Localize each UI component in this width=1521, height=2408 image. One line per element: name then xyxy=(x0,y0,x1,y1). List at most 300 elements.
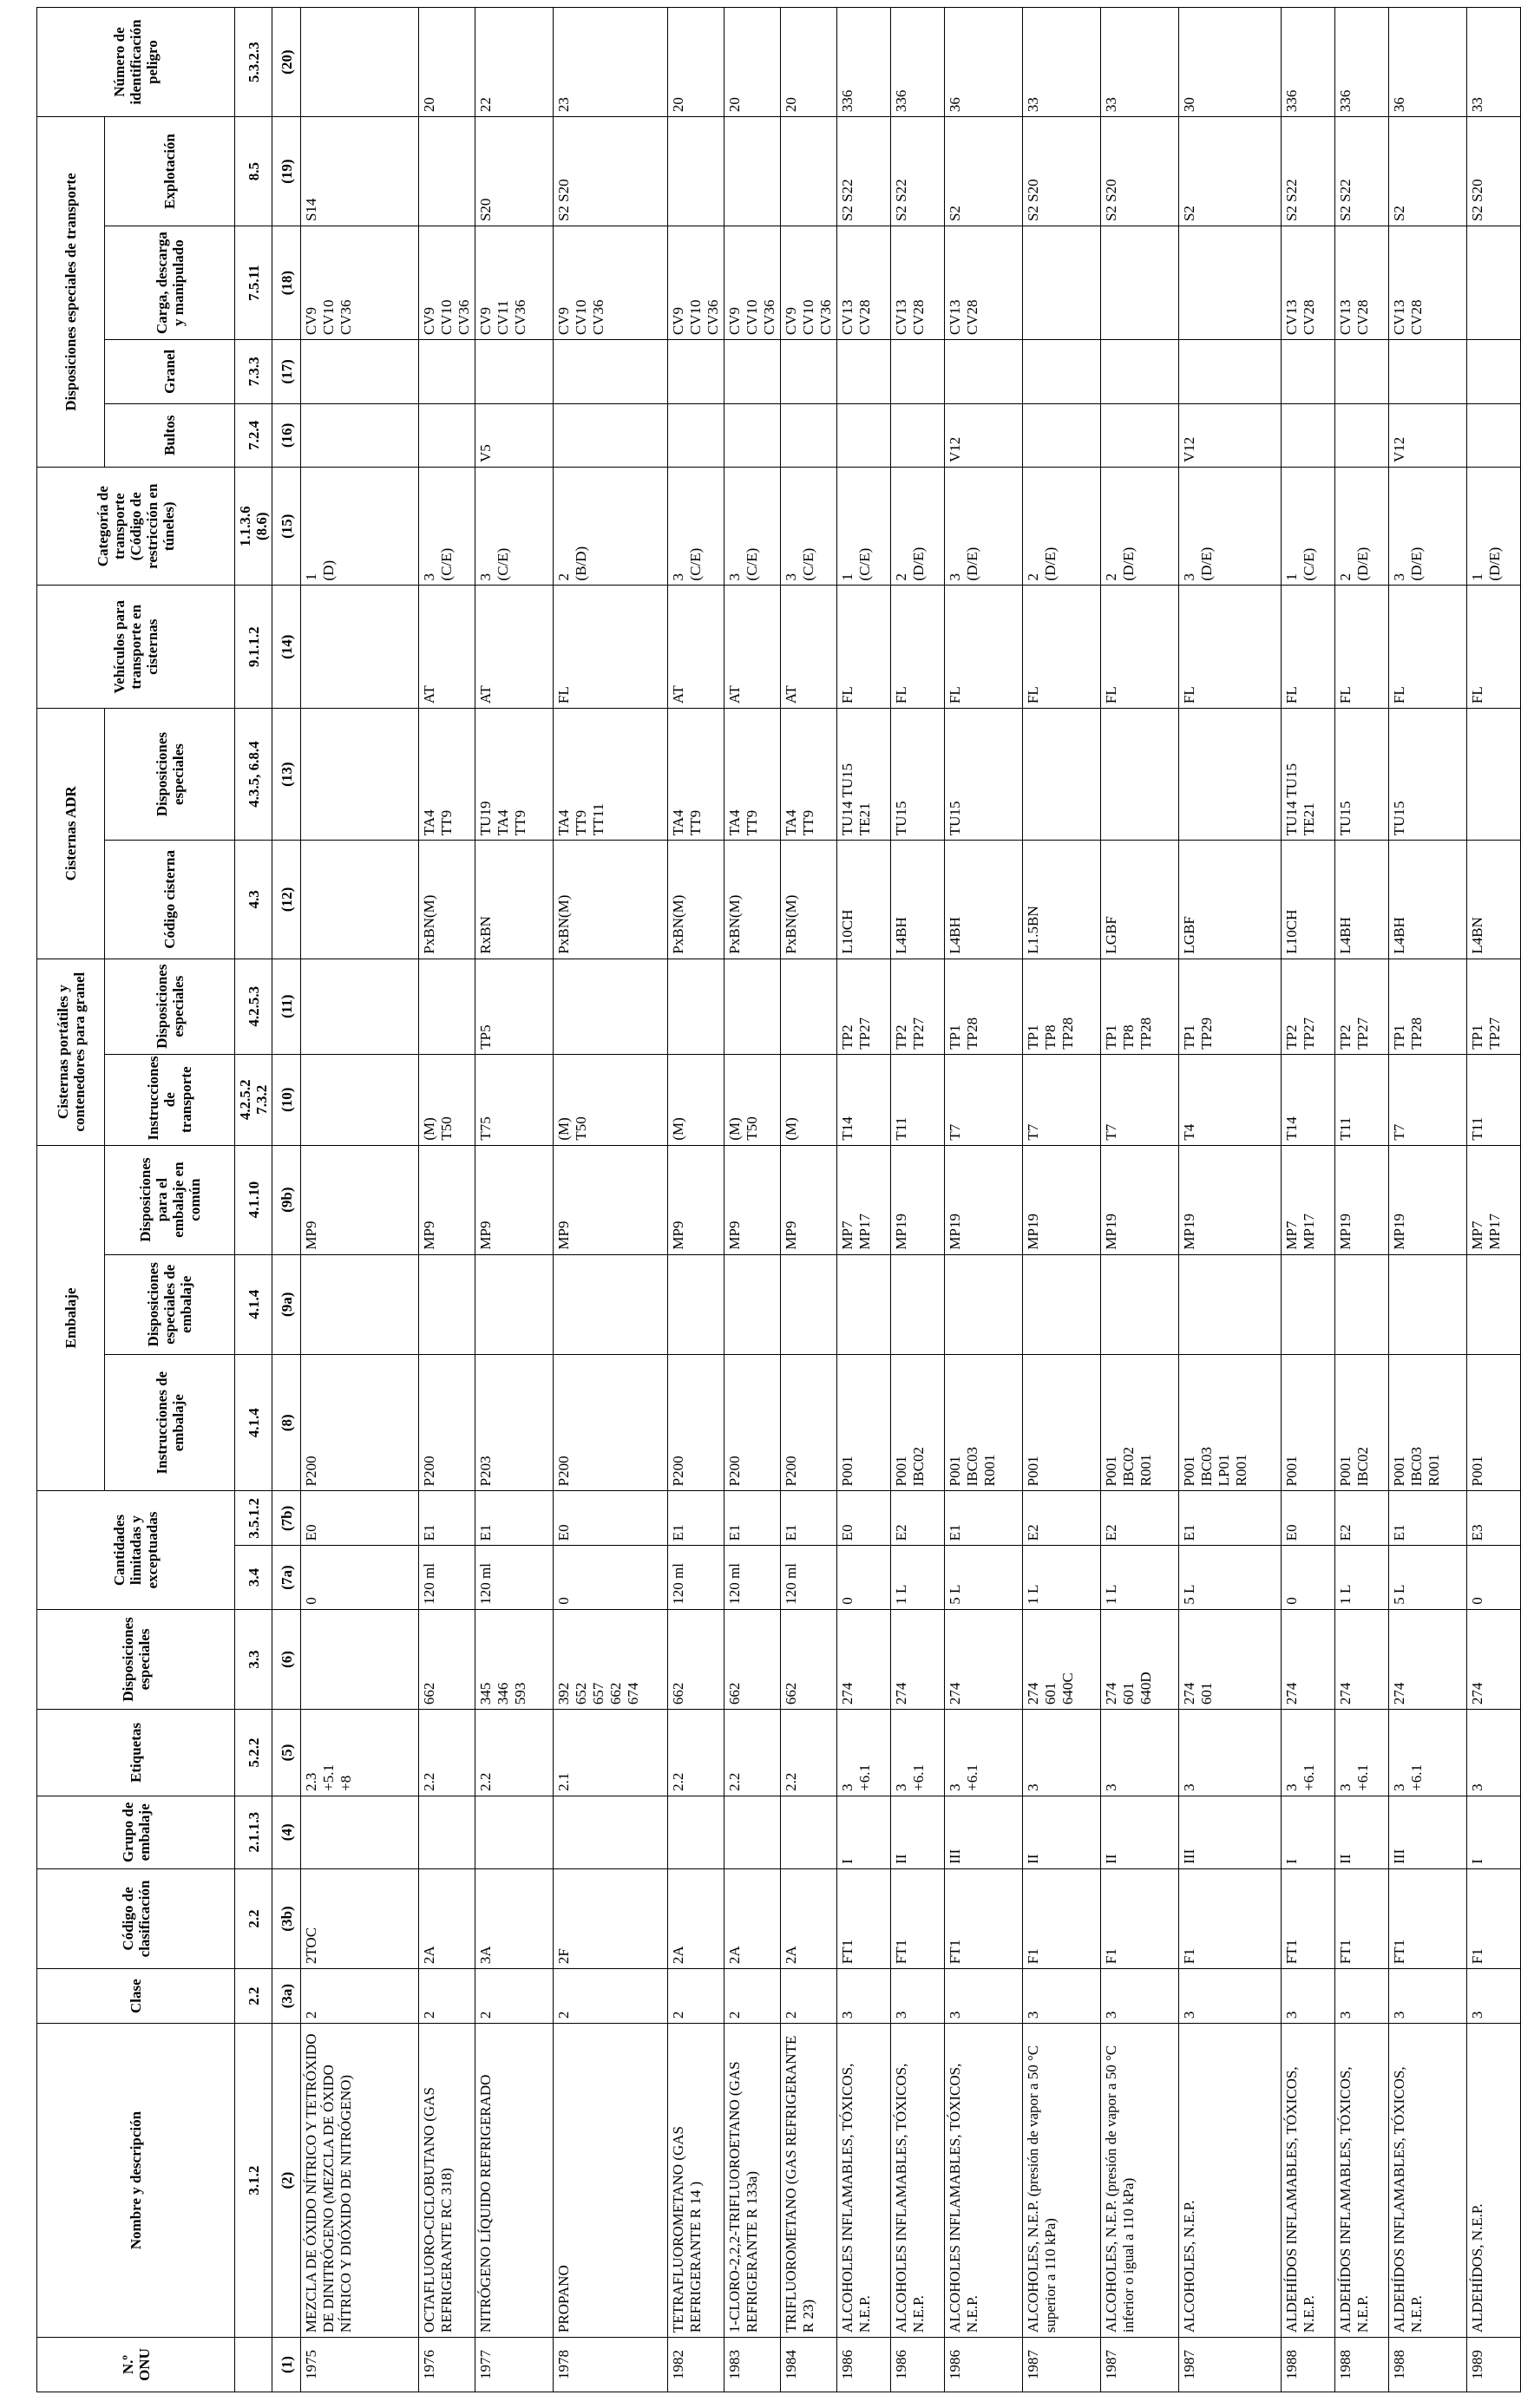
table-cell: TU15 xyxy=(1335,709,1389,841)
table-cell: TP1 TP28 xyxy=(945,959,1023,1054)
table-cell: TP1 TP27 xyxy=(1467,959,1521,1054)
ref-cell: 2.1.1.3 xyxy=(235,1796,272,1868)
table-cell: P001 xyxy=(837,1355,891,1491)
table-cell: FL xyxy=(837,586,891,709)
substance-name-cell: ALDEHÍDOS INFLAMABLES, TÓXICOS, N.E.P. xyxy=(1282,2024,1335,2338)
rotated-table-wrapper xyxy=(36,7,1503,2392)
table-cell xyxy=(475,340,554,403)
ref-cell: 3.5.1.2 xyxy=(235,1491,272,1546)
table-cell xyxy=(301,8,419,117)
table-cell xyxy=(301,1054,419,1145)
table-cell: FT1 xyxy=(945,1868,1023,1968)
table-cell: 2F xyxy=(554,1868,668,1968)
table-row xyxy=(1467,8,1521,2392)
column-number: (15) xyxy=(272,468,301,586)
table-cell: 33 xyxy=(1023,8,1101,117)
substance-name-cell: MEZCLA DE ÓXIDO NÍTRICO Y TETRÓXIDO DE DINITRÓGENO (MEZCLA DE ÓXIDO NÍTRICO Y DIÓXIDO DE NITRÓGENO) xyxy=(301,2024,419,2338)
table-cell xyxy=(1179,709,1282,841)
table-cell: 3 (D/E) xyxy=(1179,468,1282,586)
table-cell: TP2 TP27 xyxy=(837,959,891,1054)
table-cell: T7 xyxy=(1023,1054,1101,1145)
header-etiquetas: Etiquetas xyxy=(37,1710,235,1796)
un-number-cell: 1982 xyxy=(668,2338,724,2392)
table-cell xyxy=(1335,403,1389,467)
table-cell: PxBN(M) xyxy=(781,841,837,959)
table-cell: 36 xyxy=(1389,8,1467,117)
header-cisternas-portatiles: Cisternas portátiles y contenedores para granel xyxy=(37,959,105,1145)
table-cell: 23 xyxy=(554,8,668,117)
table-cell: 336 xyxy=(1335,8,1389,117)
table-cell: S14 xyxy=(301,117,419,226)
table-cell: P001 xyxy=(1282,1355,1335,1491)
un-number-cell: 1987 xyxy=(1179,2338,1282,2392)
table-cell: P200 xyxy=(668,1355,724,1491)
table-cell xyxy=(419,340,475,403)
table-cell: T4 xyxy=(1179,1054,1282,1145)
table-cell: P001 IBC02 R001 xyxy=(1101,1355,1179,1491)
table-cell xyxy=(554,1796,668,1868)
table-cell xyxy=(781,959,837,1054)
table-cell: MP19 xyxy=(945,1145,1023,1254)
table-cell: 2.2 xyxy=(781,1710,837,1796)
header-disp-especiales-cp: Disposiciones especiales xyxy=(105,959,235,1054)
table-cell: S2 xyxy=(1389,117,1467,226)
substance-name-cell: ALDEHÍDOS INFLAMABLES, TÓXICOS, N.E.P. xyxy=(1335,2024,1389,2338)
table-cell: T75 xyxy=(475,1054,554,1145)
table-cell: FT1 xyxy=(837,1868,891,1968)
header-vehiculos-cisternas: Vehículos para transporte en cisternas xyxy=(37,586,235,709)
ref-cell: 3.3 xyxy=(235,1609,272,1709)
table-cell: T11 xyxy=(891,1054,945,1145)
table-cell xyxy=(724,340,781,403)
table-cell: TA4 TT9 TT11 xyxy=(554,709,668,841)
un-number-cell: 1989 xyxy=(1467,2338,1521,2392)
table-cell: 336 xyxy=(891,8,945,117)
table-cell xyxy=(1282,340,1335,403)
table-cell: 1 (D/E) xyxy=(1467,468,1521,586)
table-cell: 33 xyxy=(1101,8,1179,117)
table-cell: 3 xyxy=(1101,1969,1179,2024)
table-cell: 274 xyxy=(1467,1609,1521,1709)
table-cell: MP9 xyxy=(668,1145,724,1254)
table-cell: P001 xyxy=(1023,1355,1101,1491)
ref-cell: 4.1.4 xyxy=(235,1355,272,1491)
ref-cell: 9.1.1.2 xyxy=(235,586,272,709)
substance-name-cell: ALDEHÍDOS, N.E.P. xyxy=(1467,2024,1521,2338)
table-cell: TA4 TT9 xyxy=(419,709,475,841)
ref-cell: 7.2.4 xyxy=(235,403,272,467)
table-cell: 0 xyxy=(837,1546,891,1609)
table-cell: L10CH xyxy=(1282,841,1335,959)
table-cell: 3 xyxy=(1179,1969,1282,2024)
table-cell xyxy=(301,586,419,709)
table-cell: 5 L xyxy=(945,1546,1023,1609)
table-cell: L4BH xyxy=(1389,841,1467,959)
table-cell xyxy=(1023,403,1101,467)
table-cell: P203 xyxy=(475,1355,554,1491)
table-cell: CV9 CV10 CV36 xyxy=(668,226,724,340)
table-cell: II xyxy=(1023,1796,1101,1868)
ref-cell: 5.2.2 xyxy=(235,1710,272,1796)
table-cell: TU14 TU15 TE21 xyxy=(1282,709,1335,841)
table-cell: E1 xyxy=(1389,1491,1467,1546)
header-granel: Granel xyxy=(105,340,235,403)
table-cell: 3 (C/E) xyxy=(781,468,837,586)
table-cell: 3 xyxy=(1023,1969,1101,2024)
table-cell: TP1 TP28 xyxy=(1389,959,1467,1054)
header-carga-descarga: Carga, descarga y manipulado xyxy=(105,226,235,340)
table-cell: 2 (B/D) xyxy=(554,468,668,586)
un-number-cell: 1987 xyxy=(1101,2338,1179,2392)
table-cell: E1 xyxy=(475,1491,554,1546)
table-cell: FL xyxy=(554,586,668,709)
table-cell: 2.1 xyxy=(554,1710,668,1796)
header-grupo-embalaje: Grupo de embalaje xyxy=(37,1796,235,1868)
table-cell: TP2 TP27 xyxy=(1282,959,1335,1054)
header-codigo-cisterna: Código cisterna xyxy=(105,841,235,959)
column-number: (5) xyxy=(272,1710,301,1796)
table-cell: I xyxy=(1282,1796,1335,1868)
header-disposiciones-transporte: Disposiciones especiales de transporte xyxy=(37,117,105,468)
ref-cell: 4.2.5.2 7.3.2 xyxy=(235,1054,272,1145)
table-cell: S2 S22 xyxy=(837,117,891,226)
table-cell: CV9 CV10 CV36 xyxy=(724,226,781,340)
table-cell: 1 (D) xyxy=(301,468,419,586)
table-cell: 662 xyxy=(668,1609,724,1709)
table-row xyxy=(668,8,724,2392)
table-cell: III xyxy=(945,1796,1023,1868)
table-cell: CV13 CV28 xyxy=(945,226,1023,340)
table-row xyxy=(419,8,475,2392)
column-number: (12) xyxy=(272,841,301,959)
table-cell: 274 xyxy=(1282,1609,1335,1709)
table-cell: L10CH xyxy=(837,841,891,959)
table-cell: 274 xyxy=(1335,1609,1389,1709)
table-cell: 20 xyxy=(781,8,837,117)
substance-name-cell: ALCOHOLES, N.E.P. (presión de vapor a 50 °C inferior o igual a 110 kPa) xyxy=(1101,2024,1179,2338)
table-cell: L4BH xyxy=(1335,841,1389,959)
ref-cell xyxy=(235,2338,272,2392)
table-cell: II xyxy=(891,1796,945,1868)
table-cell xyxy=(1023,226,1101,340)
table-cell: V5 xyxy=(475,403,554,467)
table-cell xyxy=(1282,403,1335,467)
table-cell: 274 xyxy=(837,1609,891,1709)
table-cell: E1 xyxy=(668,1491,724,1546)
table-cell xyxy=(724,1796,781,1868)
table-cell: (M) T50 xyxy=(419,1054,475,1145)
table-cell: 274 601 xyxy=(1179,1609,1282,1709)
table-cell: MP9 xyxy=(419,1145,475,1254)
table-cell: TP2 TP27 xyxy=(891,959,945,1054)
ref-cell: 4.1.4 xyxy=(235,1254,272,1354)
header-cisternas-adr: Cisternas ADR xyxy=(37,709,105,959)
table-cell: FL xyxy=(1389,586,1467,709)
table-cell: 2TOC xyxy=(301,1868,419,1968)
table-cell: 120 ml xyxy=(724,1546,781,1609)
column-number: (2) xyxy=(272,2024,301,2338)
table-cell xyxy=(837,340,891,403)
table-row xyxy=(475,8,554,2392)
table-cell: 0 xyxy=(1282,1546,1335,1609)
table-cell xyxy=(301,1796,419,1868)
table-cell: CV13 CV28 xyxy=(1282,226,1335,340)
column-number: (7b) xyxy=(272,1491,301,1546)
table-cell: 3 xyxy=(945,1969,1023,2024)
table-cell: MP9 xyxy=(475,1145,554,1254)
table-cell xyxy=(1335,340,1389,403)
header-disp-especiales-ca: Disposiciones especiales xyxy=(105,709,235,841)
table-cell xyxy=(301,403,419,467)
table-cell: E0 xyxy=(301,1491,419,1546)
ref-cell: 4.1.10 xyxy=(235,1145,272,1254)
header-numero-peligro: Número de identificación peligro xyxy=(37,8,235,117)
table-cell: V12 xyxy=(1179,403,1282,467)
table-cell: P200 xyxy=(554,1355,668,1491)
table-cell: 22 xyxy=(475,8,554,117)
substance-name-cell: ALCOHOLES INFLAMABLES, TÓXICOS, N.E.P. xyxy=(891,2024,945,2338)
table-cell: 0 xyxy=(554,1546,668,1609)
header-disp-embalaje-comun: Disposiciones para el embalaje en común xyxy=(105,1145,235,1254)
table-cell: 3 xyxy=(1023,1710,1101,1796)
table-cell: T11 xyxy=(1467,1054,1521,1145)
column-number: (13) xyxy=(272,709,301,841)
table-cell: S20 xyxy=(475,117,554,226)
table-cell: V12 xyxy=(945,403,1023,467)
table-cell: 1 L xyxy=(1023,1546,1101,1609)
table-cell: FL xyxy=(1101,586,1179,709)
table-cell: 345 346 593 xyxy=(475,1609,554,1709)
table-cell: FL xyxy=(1467,586,1521,709)
header-categoria-transporte: Categoría de transporte (Código de restricción en túneles) xyxy=(37,468,235,586)
table-cell: T7 xyxy=(1101,1054,1179,1145)
table-cell xyxy=(554,1254,668,1354)
table-cell: E1 xyxy=(1179,1491,1282,1546)
table-cell: CV9 CV11 CV36 xyxy=(475,226,554,340)
table-cell: CV9 CV10 CV36 xyxy=(419,226,475,340)
table-cell: 3 xyxy=(1101,1710,1179,1796)
table-cell: PxBN(M) xyxy=(419,841,475,959)
table-cell: 2.2 xyxy=(475,1710,554,1796)
table-cell xyxy=(1101,1254,1179,1354)
table-cell: 2 xyxy=(301,1969,419,2024)
table-cell: CV13 CV28 xyxy=(1335,226,1389,340)
table-cell xyxy=(1467,709,1521,841)
un-number-cell: 1987 xyxy=(1023,2338,1101,2392)
table-cell xyxy=(301,1254,419,1354)
table-cell: MP19 xyxy=(1335,1145,1389,1254)
header-codigo-clasificacion: Código de clasificación xyxy=(37,1868,235,1968)
table-cell: MP9 xyxy=(781,1145,837,1254)
un-number-cell: 1975 xyxy=(301,2338,419,2392)
table-cell: 3 (D/E) xyxy=(1389,468,1467,586)
substance-name-cell: OCTAFLUORO-CICLOBUTANO (GAS REFRIGERANTE RC 318) xyxy=(419,2024,475,2338)
table-cell: 274 601 640D xyxy=(1101,1609,1179,1709)
table-cell: 5 L xyxy=(1389,1546,1467,1609)
table-cell: 2 (D/E) xyxy=(1023,468,1101,586)
table-cell: P200 xyxy=(419,1355,475,1491)
substance-name-cell: PROPANO xyxy=(554,2024,668,2338)
table-cell xyxy=(419,403,475,467)
table-cell xyxy=(554,959,668,1054)
table-cell xyxy=(781,403,837,467)
table-cell xyxy=(668,1254,724,1354)
table-cell xyxy=(724,959,781,1054)
table-cell: E0 xyxy=(1282,1491,1335,1546)
ref-cell: 2.2 xyxy=(235,1969,272,2024)
table-cell xyxy=(554,340,668,403)
table-cell: CV13 CV28 xyxy=(891,226,945,340)
table-body xyxy=(301,8,1521,2392)
table-cell: TU15 xyxy=(1389,709,1467,841)
column-number: (3b) xyxy=(272,1868,301,1968)
table-cell xyxy=(945,340,1023,403)
table-cell: 120 ml xyxy=(419,1546,475,1609)
substance-name-cell: TRIFLUOROMETANO (GAS REFRIGERANTE R 23) xyxy=(781,2024,837,2338)
header-explotacion: Explotación xyxy=(105,117,235,226)
table-cell xyxy=(419,959,475,1054)
table-cell: 0 xyxy=(1467,1546,1521,1609)
column-number: (9b) xyxy=(272,1145,301,1254)
header-bultos: Bultos xyxy=(105,403,235,467)
table-row xyxy=(781,8,837,2392)
header-un: N.º ONU xyxy=(37,2338,235,2392)
table-cell: AT xyxy=(781,586,837,709)
table-cell: CV13 CV28 xyxy=(837,226,891,340)
table-cell: 3 (D/E) xyxy=(945,468,1023,586)
table-cell xyxy=(1467,226,1521,340)
table-cell: TU15 xyxy=(945,709,1023,841)
table-cell: RxBN xyxy=(475,841,554,959)
table-cell: CV13 CV28 xyxy=(1389,226,1467,340)
table-cell: 1 L xyxy=(1335,1546,1389,1609)
table-cell: 2.2 xyxy=(419,1710,475,1796)
table-cell: 20 xyxy=(724,8,781,117)
table-cell: TP1 TP8 TP28 xyxy=(1101,959,1179,1054)
table-cell: TU19 TA4 TT9 xyxy=(475,709,554,841)
table-cell xyxy=(1023,340,1101,403)
un-number-cell: 1988 xyxy=(1389,2338,1467,2392)
dangerous-goods-table xyxy=(36,7,1521,2392)
table-cell: 1 (C/E) xyxy=(1282,468,1335,586)
table-cell xyxy=(1179,340,1282,403)
table-cell xyxy=(301,1609,419,1709)
table-cell: 392 652 657 662 674 xyxy=(554,1609,668,1709)
table-cell: S2 S20 xyxy=(1101,117,1179,226)
ref-cell: 3.1.2 xyxy=(235,2024,272,2338)
table-cell xyxy=(1389,1254,1467,1354)
table-cell: 2A xyxy=(781,1868,837,1968)
table-cell: PxBN(M) xyxy=(724,841,781,959)
substance-name-cell: ALDEHÍDOS INFLAMABLES, TÓXICOS, N.E.P. xyxy=(1389,2024,1467,2338)
table-cell xyxy=(475,1796,554,1868)
header-disposiciones-especiales: Disposiciones especiales xyxy=(37,1609,235,1709)
table-cell: TP5 xyxy=(475,959,554,1054)
table-cell: 3 xyxy=(1282,1969,1335,2024)
table-cell: 2 xyxy=(419,1969,475,2024)
table-cell xyxy=(724,1254,781,1354)
table-cell xyxy=(1101,403,1179,467)
table-cell: 662 xyxy=(419,1609,475,1709)
header-instrucciones-transporte: Instrucciones de transporte xyxy=(105,1054,235,1145)
table-cell: FT1 xyxy=(1335,1868,1389,1968)
table-row xyxy=(1101,8,1179,2392)
table-cell xyxy=(1389,340,1467,403)
table-cell xyxy=(781,340,837,403)
table-cell xyxy=(668,403,724,467)
table-cell xyxy=(781,117,837,226)
table-cell: S2 S22 xyxy=(1335,117,1389,226)
table-cell: (M) T50 xyxy=(554,1054,668,1145)
table-cell: AT xyxy=(668,586,724,709)
table-cell: AT xyxy=(419,586,475,709)
table-cell: CV9 CV10 CV36 xyxy=(301,226,419,340)
table-row xyxy=(554,8,668,2392)
table-cell: MP19 xyxy=(1023,1145,1101,1254)
table-cell: V12 xyxy=(1389,403,1467,467)
un-number-cell: 1984 xyxy=(781,2338,837,2392)
table-cell: 3 +6.1 xyxy=(837,1710,891,1796)
table-row xyxy=(837,8,891,2392)
table-cell: 0 xyxy=(301,1546,419,1609)
table-cell: MP19 xyxy=(891,1145,945,1254)
table-cell xyxy=(945,1254,1023,1354)
table-cell xyxy=(301,709,419,841)
table-cell xyxy=(1101,340,1179,403)
column-number: (14) xyxy=(272,586,301,709)
table-cell: S2 S22 xyxy=(1282,117,1335,226)
table-cell: FL xyxy=(1335,586,1389,709)
table-cell: S2 xyxy=(945,117,1023,226)
table-cell xyxy=(781,1254,837,1354)
table-cell: F1 xyxy=(1101,1868,1179,1968)
table-cell: CV9 CV10 CV36 xyxy=(781,226,837,340)
table-cell: P001 IBC02 xyxy=(891,1355,945,1491)
table-cell xyxy=(724,403,781,467)
table-cell xyxy=(1467,340,1521,403)
table-row xyxy=(1389,8,1467,2392)
table-cell: 336 xyxy=(1282,8,1335,117)
table-cell: P200 xyxy=(301,1355,419,1491)
table-cell: LGBF xyxy=(1179,841,1282,959)
table-cell: E1 xyxy=(724,1491,781,1546)
table-cell xyxy=(668,117,724,226)
table-cell: 662 xyxy=(781,1609,837,1709)
table-cell: 3 xyxy=(1467,1969,1521,2024)
table-cell: PxBN(M) xyxy=(554,841,668,959)
table-cell: TP1 TP29 xyxy=(1179,959,1282,1054)
table-cell xyxy=(419,117,475,226)
table-cell: TA4 TT9 xyxy=(781,709,837,841)
table-cell: T11 xyxy=(1335,1054,1389,1145)
table-cell: S2 S20 xyxy=(1467,117,1521,226)
table-cell: 2 xyxy=(554,1969,668,2024)
table-row xyxy=(1335,8,1389,2392)
table-cell: E1 xyxy=(781,1491,837,1546)
ref-cell: 4.3 xyxy=(235,841,272,959)
column-number: (6) xyxy=(272,1609,301,1709)
table-cell xyxy=(668,340,724,403)
table-cell: T7 xyxy=(945,1054,1023,1145)
ref-cell: 1.1.3.6 (8.6) xyxy=(235,468,272,586)
column-number: (7a) xyxy=(272,1546,301,1609)
table-row xyxy=(891,8,945,2392)
table-cell: 1 L xyxy=(891,1546,945,1609)
table-cell: 2 xyxy=(724,1969,781,2024)
table-cell: L4BH xyxy=(891,841,945,959)
table-cell xyxy=(781,1796,837,1868)
header-name: Nombre y descripción xyxy=(37,2024,235,2338)
